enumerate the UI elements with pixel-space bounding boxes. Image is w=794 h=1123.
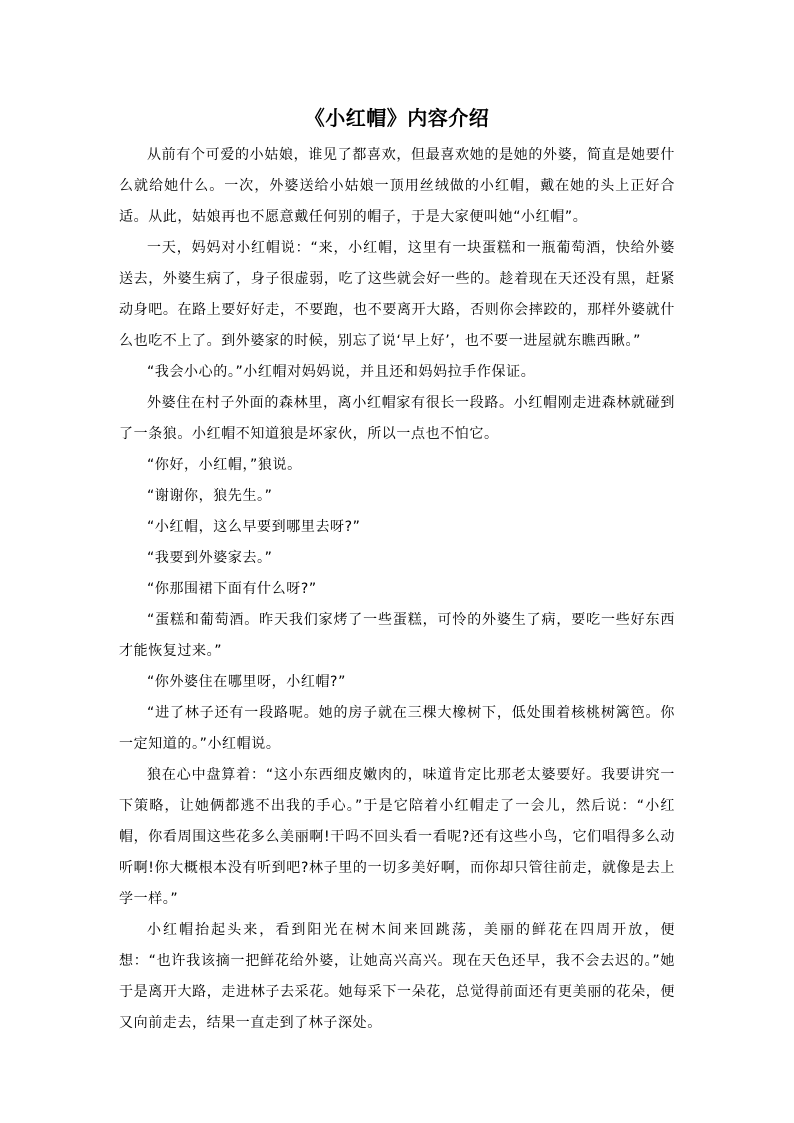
paragraph: 从前有个可爱的小姑娘，谁见了都喜欢，但最喜欢她的是她的外婆，简直是她要什么就给她什么。一次，外婆送给小姑娘一顶用丝绒做的小红帽，戴在她的头上正好合适。从此，姑娘再也不愿意戴任何别的帽子，于是大家便叫她“小红帽”。 — [119, 147, 675, 225]
paragraph: 狼在心中盘算着：“这小东西细皮嫩肉的，味道肯定比那老太婆要好。我要讲究一下策略，让她俩都逃不出我的手心。”于是它陪着小红帽走了一会儿，然后说：“小红帽，你看周围这些花多么美丽啊!干吗不回头看一看呢?还有这些小鸟，它们唱得多么动听啊!你大概根本没有听到吧?林子里的一切多美好啊，而你却只管往前走，就像是去上学一样。” — [119, 767, 675, 907]
paragraph: “你那围裙下面有什么呀?” — [147, 581, 317, 597]
paragraph: “谢谢你，狼先生。” — [147, 488, 273, 504]
paragraph: 外婆住在村子外面的森林里，离小红帽家有很长一段路。小红帽刚走进森林就碰到了一条狼。小红帽不知道狼是坏家伙，所以一点也不怕它。 — [119, 395, 675, 442]
paragraph: “进了林子还有一段路呢。她的房子就在三棵大橡树下，低处围着核桃树篱笆。你一定知道的。”小红帽说。 — [119, 705, 675, 752]
document-title: 《小红帽》内容介绍 — [304, 106, 490, 130]
paragraph: “我要到外婆家去。” — [147, 550, 273, 566]
paragraph: 小红帽抬起头来，看到阳光在树木间来回跳荡，美丽的鲜花在四周开放，便想：“也许我该摘一把鲜花给外婆，让她高兴高兴。现在天色还早，我不会去迟的。”她于是离开大路，走进林子去采花。她每采下一朵花，总觉得前面还有更美丽的花朵，便又向前走去，结果一直走到了林子深处。 — [119, 922, 675, 1031]
paragraph: 一天，妈妈对小红帽说：“来，小红帽，这里有一块蛋糕和一瓶葡萄酒，快给外婆送去，外婆生病了，身子很虚弱，吃了这些就会好一些的。趁着现在天还没有黑，赶紧动身吧。在路上要好好走，不要跑，也不要离开大路，否则你会摔跤的，那样外婆就什么也吃不上了。到外婆家的时候，别忘了说‘早上好’，也不要一进屋就东瞧西瞅。” — [119, 240, 675, 349]
paragraph: “你外婆住在哪里呀，小红帽?” — [147, 674, 346, 690]
paragraph: “我会小心的。”小红帽对妈妈说，并且还和妈妈拉手作保证。 — [147, 364, 536, 380]
paragraph: “小红帽，这么早要到哪里去呀?” — [147, 519, 361, 535]
paragraph: “你好，小红帽，”狼说。 — [147, 457, 302, 473]
paragraph: “蛋糕和葡萄酒。昨天我们家烤了一些蛋糕，可怜的外婆生了病，要吃一些好东西才能恢复过来。” — [119, 612, 675, 659]
document-body — [119, 140, 675, 1039]
